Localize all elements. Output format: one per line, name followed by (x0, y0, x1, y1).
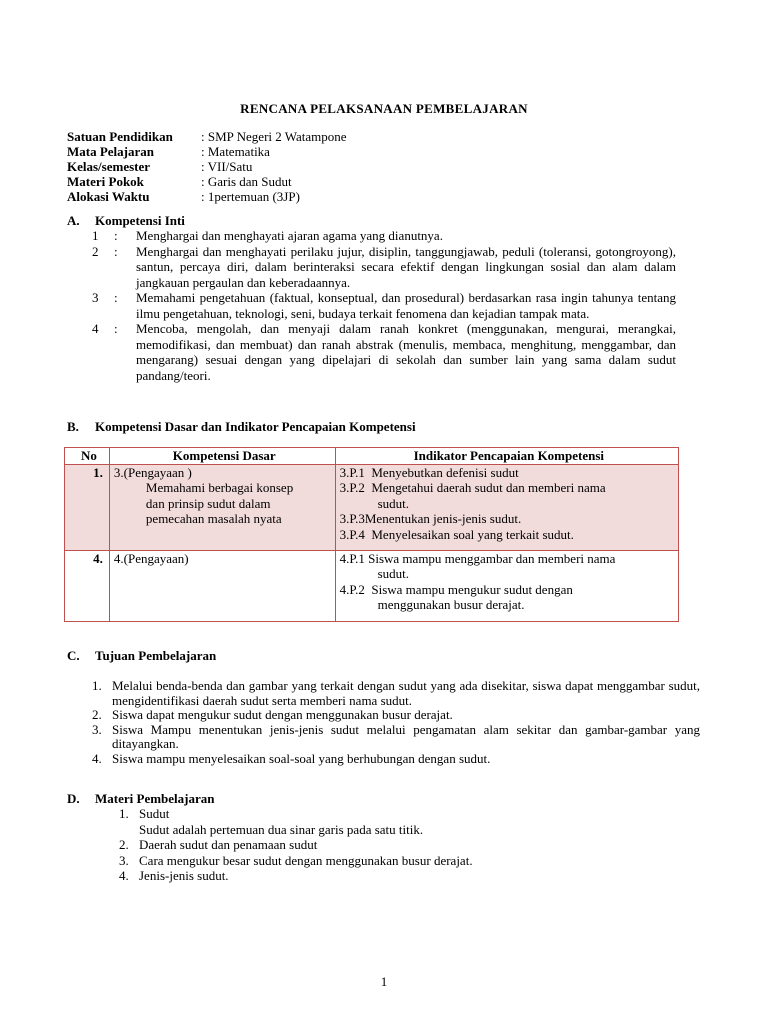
indicator-continuation: sudut. (377, 566, 409, 581)
item-number: 4. (119, 868, 129, 883)
item-text: Melalui benda-benda dan gambar yang terkait dengan sudut yang ada disekitar, siswa dapat menggambar sudut, mengidentifikasi daerah sudut serta memberi nama sudut. (112, 678, 700, 708)
kd-line: pemecahan masalah nyata (145, 511, 282, 526)
item-text: Menghargai dan menghayati ajaran agama yang dianutnya. (136, 228, 443, 243)
identity-value: : SMP Negeri 2 Watampone (201, 129, 347, 144)
indicator-text: Mengetahui daerah sudut dan memberi nama (371, 480, 606, 495)
section-letter: D. (67, 791, 80, 806)
identity-label: Materi Pokok (67, 174, 144, 189)
item-number: 3. (119, 852, 129, 868)
header-kd: Kompetensi Dasar (109, 448, 335, 465)
item-number: 2. (92, 707, 102, 722)
indicator-text: Siswa mampu menggambar dan memberi nama (368, 550, 616, 566)
kd-title: 4.(Pengayaan) (113, 550, 189, 566)
section-c-heading (67, 648, 216, 664)
item-text: Siswa dapat mengukur sudut dengan menggunakan busur derajat. (112, 707, 453, 722)
section-letter: C. (67, 648, 80, 663)
item-colon: : (114, 228, 118, 243)
section-d-heading (67, 791, 214, 807)
item-number: 4. (92, 750, 102, 766)
item-number: 2 (92, 243, 99, 259)
identity-label: Kelas/semester (67, 159, 151, 174)
table-row (65, 550, 679, 621)
identity-value: : Garis dan Sudut (201, 174, 292, 189)
item-number: 3. (92, 721, 102, 737)
indicator-text: Menyelesaikan soal yang terkait sudut. (371, 526, 574, 542)
list-item (92, 244, 676, 291)
competency-table (64, 447, 679, 622)
list-item (92, 228, 676, 244)
kd-title: 3.(Pengayaan ) (113, 464, 192, 480)
header-no: No (65, 448, 110, 465)
document-title: RENCANA PELAKSANAAN PEMBELAJARAN (240, 101, 528, 116)
list-item (119, 837, 639, 853)
identity-label: Mata Pelajaran (67, 144, 155, 159)
indicator-item (340, 511, 678, 527)
indicator-code: 3.P.3 (339, 511, 365, 526)
identity-row (67, 189, 347, 204)
indicator-text: Menyebutkan defenisi sudut (371, 464, 519, 480)
table-header-row (65, 448, 679, 465)
item-colon: : (114, 243, 118, 259)
item-text: Sudut adalah pertemuan dua sinar garis pada satu titik. (139, 821, 424, 837)
identity-row (67, 159, 347, 174)
item-number: 1. (119, 806, 129, 821)
indicator-code: 4.P.2 (339, 581, 365, 597)
list-item (119, 806, 639, 822)
item-number: 2. (119, 837, 129, 852)
indicator-continuation: sudut. (377, 495, 409, 511)
section-b-heading (67, 419, 416, 435)
identity-value: : VII/Satu (201, 159, 253, 174)
list-item (92, 290, 676, 321)
kd-line: dan prinsip sudut dalam (145, 495, 271, 511)
indicator-code: 3.P.1 (339, 464, 365, 480)
item-colon: : (114, 290, 118, 305)
item-number: 1 (92, 228, 99, 243)
list-item (92, 752, 700, 767)
list-item (119, 853, 639, 869)
section-title: Materi Pembelajaran (95, 791, 215, 806)
item-number: 1. (92, 678, 102, 693)
indicator-cell (335, 550, 678, 621)
item-text: Siswa mampu menyelesaikan soal-soal yang berhubungan dengan sudut. (112, 750, 491, 766)
indicator-code: 3.P.2 (339, 480, 365, 495)
indicator-item (340, 582, 678, 598)
indicator-item (340, 527, 678, 543)
identity-value: : Matematika (201, 144, 270, 159)
indicator-continuation: menggunakan busur derajat. (377, 597, 525, 612)
kd-cell (109, 464, 335, 550)
identity-value: : 1pertemuan (3JP) (201, 189, 300, 204)
section-title: Tujuan Pembelajaran (95, 648, 217, 663)
list-item (92, 723, 700, 752)
indicator-item (340, 465, 678, 481)
item-colon: : (114, 321, 118, 336)
list-item (92, 321, 676, 383)
identity-block (67, 129, 347, 204)
tujuan-list (92, 679, 700, 766)
identity-row (67, 174, 347, 189)
list-item (92, 679, 700, 708)
identity-label: Alokasi Waktu (67, 189, 150, 204)
list-item (119, 822, 639, 838)
item-number: 3 (92, 290, 99, 305)
row-number: 4. (65, 550, 110, 621)
item-text: Cara mengukur besar sudut dengan menggunakan busur derajat. (139, 852, 473, 868)
kd-line: Memahami berbagai konsep (145, 480, 294, 495)
section-letter: B. (67, 419, 79, 434)
item-text: Memahami pengetahuan (faktual, konseptual, dan prosedural) berdasarkan rasa ingin tahunya tentang ilmu pengetahuan, teknologi, seni, budaya terkait fenomena dan kejadian tampak mata. (136, 290, 676, 321)
section-title: Kompetensi Dasar dan Indikator Pencapaian Kompetensi (95, 419, 416, 434)
identity-row (67, 129, 347, 144)
list-item (119, 868, 639, 884)
item-text: Menghargai dan menghayati perilaku jujur, disiplin, tanggungjawab, peduli (toleransi, gotongroyong), santun, percaya diri, dalam berinteraksi secara efektif dengan lingkungan sosial dan alam dalam jangkauan pergaulan dan keberadaannya. (136, 243, 676, 290)
item-text: Daerah sudut dan penamaan sudut (139, 837, 318, 852)
identity-row (67, 144, 347, 159)
indicator-text: Siswa mampu mengukur sudut dengan (371, 581, 573, 597)
list-item (92, 708, 700, 723)
table-row (65, 464, 679, 550)
indicator-code: 4.P.1 (339, 550, 365, 566)
item-text: Siswa Mampu menentukan jenis-jenis sudut melalui pengamatan alam sekitar dan gambar-gambar yang ditayangkan. (112, 721, 700, 751)
kompetensi-inti-list (92, 228, 676, 383)
identity-label: Satuan Pendidikan (67, 129, 173, 144)
item-number (119, 822, 139, 838)
item-number: 4 (92, 321, 99, 336)
indicator-item (340, 551, 678, 567)
indicator-code: 3.P.4 (339, 526, 365, 542)
item-text: Mencoba, mengolah, dan menyaji dalam ranah konkret (menggunakan, mengurai, merangkai, memodifikasi, dan membuat) dan ranah abstrak (menulis, membaca, menghitung, menggambar, dan mengarang) sesuai dengan yang dipelajari di sekolah dan sumber lain yang sama dalam sudut pandang/teori. (136, 321, 676, 383)
page-number: 1 (380, 974, 388, 989)
section-letter: A. (67, 213, 80, 228)
item-text: Sudut (139, 806, 170, 821)
kd-cell (109, 550, 335, 621)
section-title: Kompetensi Inti (95, 213, 185, 228)
materi-list (119, 806, 639, 884)
header-ipk: Indikator Pencapaian Kompetensi (335, 448, 678, 465)
row-number: 1. (65, 464, 110, 550)
indicator-text: Menentukan jenis-jenis sudut. (364, 511, 522, 526)
section-a-heading (67, 213, 185, 229)
indicator-cell (335, 464, 678, 550)
indicator-item (340, 480, 678, 496)
item-text: Jenis-jenis sudut. (139, 868, 229, 883)
